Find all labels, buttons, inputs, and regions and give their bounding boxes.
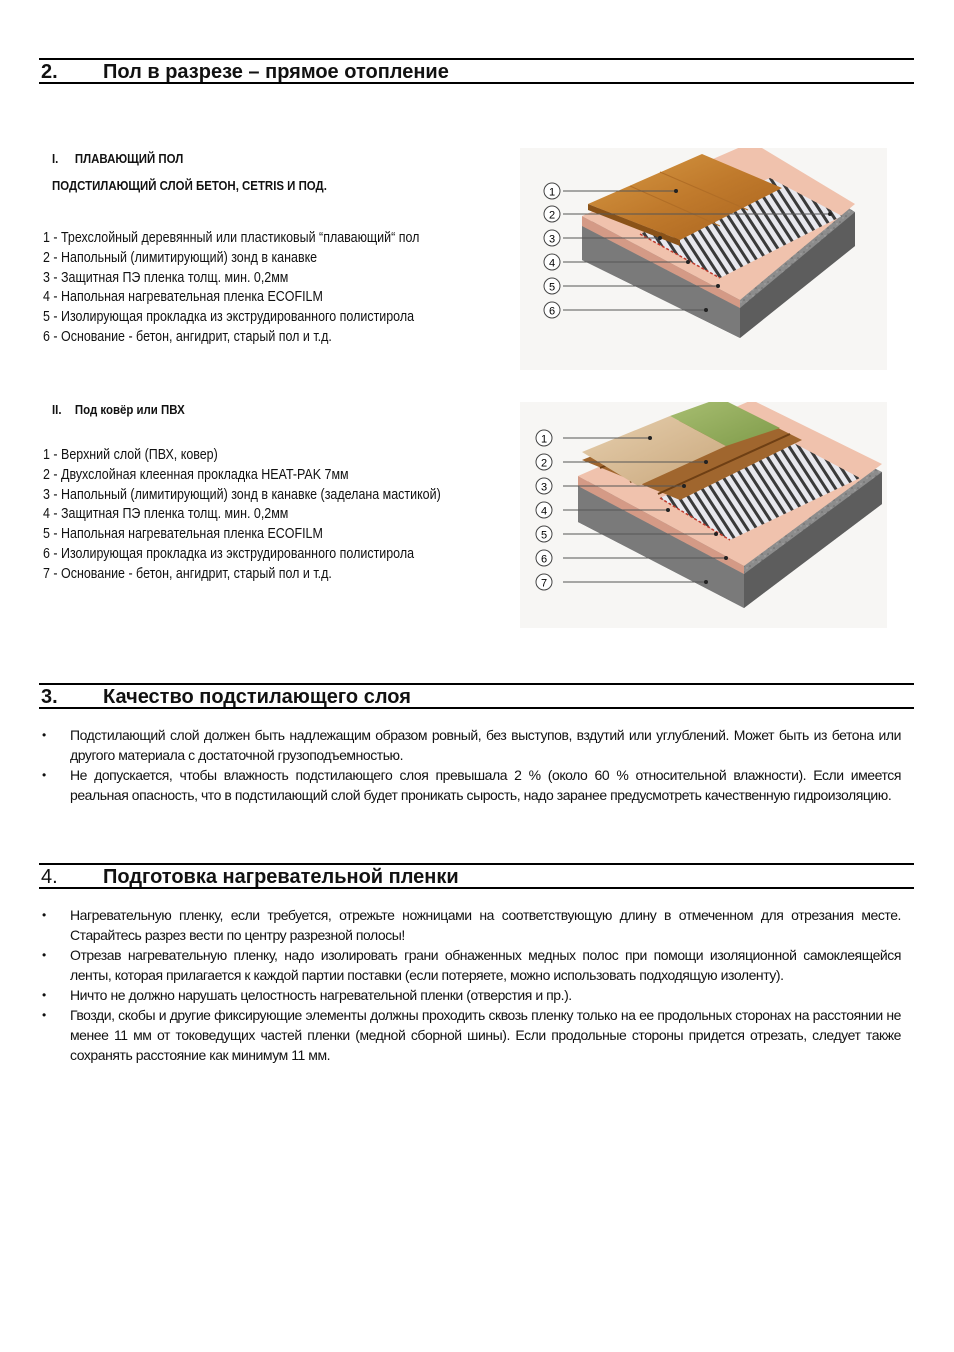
subsection-2-title	[52, 402, 185, 417]
list-item: 6 - Основание - бетон, ангидрит, старый пол и т.д.	[43, 328, 332, 345]
callout-marker	[536, 550, 552, 566]
bullet-item	[39, 985, 901, 1005]
callout-marker	[544, 278, 560, 294]
section-number: 4.	[41, 866, 58, 888]
callout-marker	[536, 574, 552, 590]
layer-list-1	[43, 229, 481, 348]
list-item: 2 - Напольный (лимитирующий) зонд в канавке	[43, 249, 318, 266]
bullet-text: Подстилающий слой должен быть надлежащим образом ровный, без выступов, вздутий или углублений. Может быть из бетона или другого материала с достаточной грузоподъемностью.	[70, 727, 901, 763]
bullet-icon: •	[42, 768, 46, 782]
bullet-icon: •	[42, 728, 46, 742]
svg-text:7: 7	[540, 577, 548, 590]
bullet-icon: •	[42, 908, 46, 922]
section-title: Пол в разрезе – прямое отопление	[103, 61, 449, 83]
bullet-icon: •	[42, 1008, 46, 1022]
bullet-text: Не допускается, чтобы влажность подстилающего слоя превышала 2 % (около 60 % относительной влажности). Если имеется реальная опасность, что в подстилающий слой будет проникать сырость, надо заранее предусмотреть качественную гидроизоляцию.	[70, 767, 901, 803]
bullet-item	[39, 765, 901, 805]
bullet-item	[39, 1005, 901, 1065]
subsection-title-text: Под ковёр или ПВХ	[74, 402, 185, 417]
bullet-text: Гвозди, скобы и другие фиксирующие элементы должны проходить сквозь пленку только на ее продольных сторонах на расстоянии не менее 11 мм от токоведущих частей пленки (медной сборной шины). Если продольные стороны придется отрезать, следует также сохранять расстояние как минимум 11 мм.	[70, 1007, 901, 1063]
callout-marker	[544, 302, 560, 318]
bullet-item	[39, 905, 901, 945]
svg-text:4: 4	[540, 505, 548, 518]
list-item: 7 - Основание - бетон, ангидрит, старый пол и т.д.	[43, 565, 332, 582]
list-item: 5 - Изолирующая прокладка из экструдированного полистирола	[43, 309, 415, 326]
section-2-header	[39, 58, 914, 84]
subsection-numeral: II.	[52, 402, 62, 417]
svg-text:1: 1	[548, 186, 556, 199]
callout-marker	[544, 183, 560, 199]
svg-text:2: 2	[548, 209, 556, 222]
bullet-item	[39, 725, 901, 765]
section-3-bullets	[39, 725, 901, 805]
section-title: Подготовка нагревательной пленки	[103, 866, 459, 888]
callout-marker	[536, 502, 552, 518]
section-title: Качество подстилающего слоя	[103, 686, 411, 708]
callout-marker	[536, 478, 552, 494]
svg-text:3: 3	[548, 233, 556, 246]
list-item: 6 - Изолирующая прокладка из экструдированного полистирола	[43, 545, 415, 562]
svg-text:4: 4	[548, 257, 556, 270]
bullet-text: Ничто не должно нарушать целостность нагревательной пленки (отверстия и пр.).	[70, 987, 572, 1003]
bullet-text: Нагревательную пленку, если требуется, отрежьте ножницами на соответствующую длину в отмеченном для отрезания месте. Старайтесь разрез вести по центру разрезной полосы!	[70, 907, 901, 943]
list-item: 3 - Защитная ПЭ пленка толщ. мин. 0,2мм	[43, 269, 289, 286]
bullet-item	[39, 945, 901, 985]
callout-marker	[536, 430, 552, 446]
bullet-icon: •	[42, 948, 46, 962]
svg-text:5: 5	[540, 529, 548, 542]
subsection-title-text: ПЛАВАЮЩИЙ ПОЛ	[74, 151, 184, 166]
svg-text:1: 1	[540, 433, 548, 446]
section-number: 2.	[41, 61, 58, 83]
section-3-header	[39, 683, 914, 709]
callout-marker	[536, 454, 552, 470]
carpet-pvc-cross-section-figure	[520, 402, 887, 628]
floating-floor-cross-section-figure	[520, 148, 887, 370]
list-item: 3 - Напольный (лимитирующий) зонд в канавке (заделана мастикой)	[43, 486, 441, 503]
svg-text:6: 6	[548, 305, 556, 318]
bullet-icon: •	[42, 988, 46, 1002]
list-item: 4 - Защитная ПЭ пленка толщ. мин. 0,2мм	[43, 506, 289, 523]
section-number: 3.	[41, 686, 58, 708]
callout-marker	[536, 526, 552, 542]
list-item: 2 - Двухслойная клеенная прокладка HEAT-PAK 7мм	[43, 466, 349, 483]
svg-text:6: 6	[540, 553, 548, 566]
bullet-text: Отрезав нагревательную пленку, надо изолировать грани обнаженных медных полос при помощи изоляционной самоклеящейся ленты, которая прилагается к каждой партии поставки (если потеряете, можно использовать подходящую изоленту).	[70, 947, 901, 983]
callout-marker	[544, 230, 560, 246]
subsection-1-title	[52, 151, 183, 166]
list-item: 5 - Напольная нагревательная пленка ECOFILM	[43, 526, 323, 543]
subsection-numeral: I.	[52, 151, 59, 166]
section-4-bullets	[39, 905, 901, 1065]
list-item: 1 - Верхний слой (ПВХ, ковер)	[43, 447, 218, 463]
callout-marker	[544, 254, 560, 270]
svg-text:5: 5	[548, 281, 556, 294]
section-4-header	[39, 863, 914, 889]
svg-text:3: 3	[540, 481, 548, 494]
list-item: 4 - Напольная нагревательная пленка ECOFILM	[43, 289, 323, 306]
subsection-1-subtitle: ПОДСТИЛАЮЩИЙ СЛОЙ БЕТОН, CETRIS И ПОД.	[52, 178, 327, 193]
callout-marker	[544, 206, 560, 222]
list-item: 1 - Трехслойный деревянный или пластиковый “плавающий“ пол	[43, 230, 420, 246]
svg-text:2: 2	[540, 457, 548, 470]
layer-list-2	[43, 446, 505, 585]
